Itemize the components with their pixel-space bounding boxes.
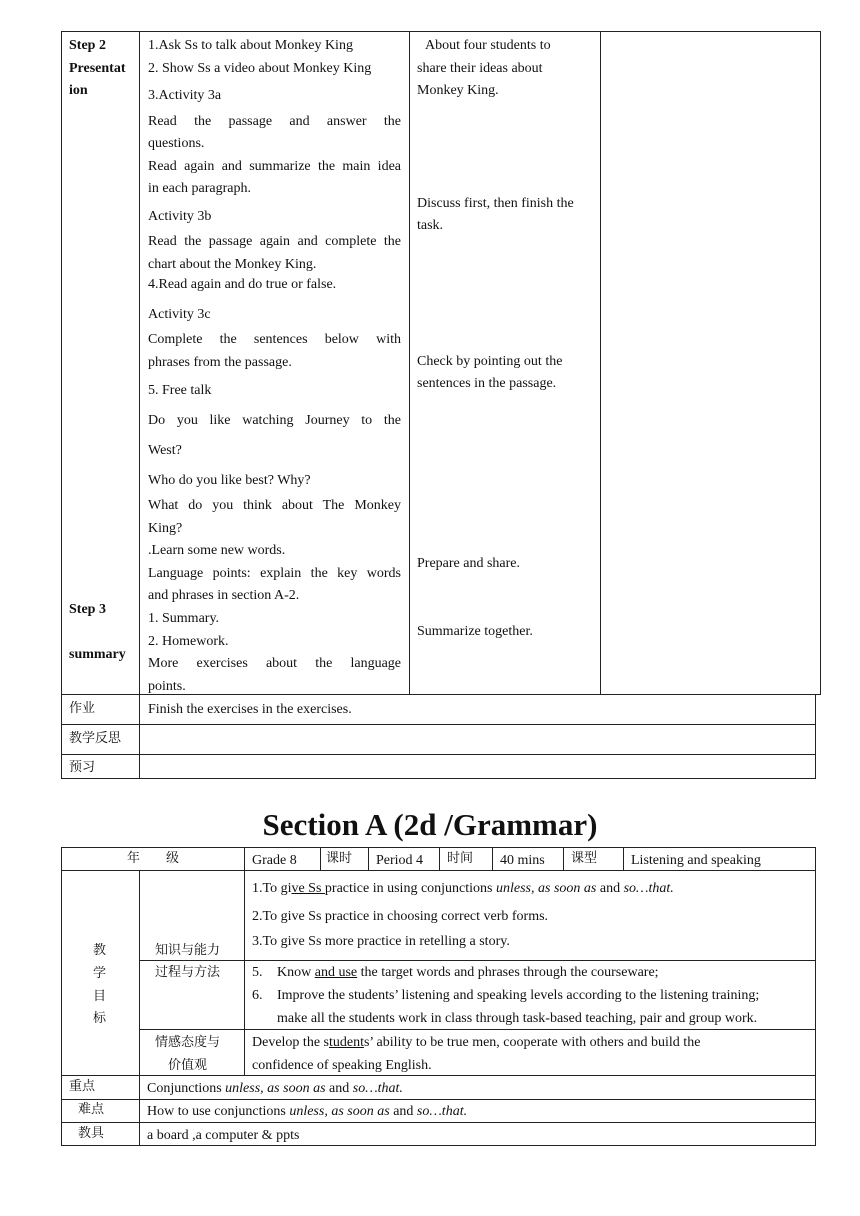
key-points-value: Conjunctions unless, as soon as and so…that.	[147, 1081, 403, 1096]
teacher-line: 2. Homework.	[148, 634, 229, 649]
key-points-label: 重点	[69, 1079, 96, 1094]
knowledge-objective-1: 1.To give Ss practice in using conjunctions unless, as soon as and so…that.	[252, 881, 674, 896]
section-title: Section A (2d /Grammar)	[262, 807, 598, 842]
teacher-line: What do you think about The Monkey	[148, 498, 401, 513]
process-objective-number: 6.	[252, 988, 263, 1003]
teacher-line: King?	[148, 521, 183, 536]
student-line: Prepare and share.	[417, 556, 521, 571]
preview-label: 预习	[69, 760, 96, 775]
teacher-line: 3.Activity 3a	[148, 88, 222, 103]
emotion-objective: Develop the students’ ability to be true men, cooperate with others and build the	[252, 1035, 701, 1050]
teacher-line: Who do you like best? Why?	[148, 473, 311, 488]
teacher-line: points.	[148, 679, 186, 694]
time-label: 时间	[447, 851, 474, 866]
type-label: 课型	[571, 851, 598, 866]
student-line: Discuss first, then finish the	[417, 196, 574, 211]
process-label: 过程与方法	[155, 965, 221, 980]
teacher-line: Activity 3b	[148, 209, 212, 224]
homework-label: 作业	[69, 701, 96, 716]
period-label: 课时	[326, 851, 353, 866]
teacher-line: 4.Read again and do true or false.	[148, 277, 337, 292]
teacher-line: in each paragraph.	[148, 181, 251, 196]
step3-label: Step 3	[69, 602, 106, 617]
tools-label: 教具	[78, 1126, 105, 1141]
knowledge-label: 知识与能力	[155, 943, 221, 958]
student-line: task.	[417, 218, 444, 233]
teacher-line: .Learn some new words.	[148, 543, 286, 558]
process-objective-5: Know and use the target words and phrases through the courseware;	[277, 965, 659, 980]
knowledge-objective-2: 2.To give Ss practice in choosing correct verb forms.	[252, 909, 549, 924]
teacher-line: More exercises about the language	[148, 656, 401, 671]
teacher-line: Language points: explain the key words	[148, 566, 401, 581]
teacher-line: Read the passage and answer the	[148, 114, 401, 129]
emotion-label-cont: 价值观	[168, 1058, 208, 1073]
teacher-line: 1. Summary.	[148, 611, 220, 626]
grade-value: Grade 8	[252, 853, 297, 868]
step2-label-cont: Presentat	[69, 61, 126, 76]
teacher-line: Read again and summarize the main idea	[148, 159, 401, 174]
teacher-line: Read the passage again and complete the	[148, 234, 401, 249]
teacher-line: 5. Free talk	[148, 383, 212, 398]
step2-label: Step 2	[69, 38, 106, 53]
process-objective-6-cont: make all the students work in class through task-based teaching, pair and group work.	[277, 1011, 758, 1026]
teacher-line: chart about the Monkey King.	[148, 257, 317, 272]
teacher-line: 2. Show Ss a video about Monkey King	[148, 61, 372, 76]
student-line: Monkey King.	[417, 83, 499, 98]
period-value: Period 4	[376, 853, 424, 868]
tools-value: a board ,a computer & ppts	[147, 1128, 300, 1143]
difficulties-label: 难点	[78, 1102, 105, 1117]
step3-summary-label: summary	[69, 647, 126, 662]
teacher-line: Activity 3c	[148, 307, 211, 322]
grade-label: 年 级	[126, 851, 179, 866]
teacher-line: West?	[148, 443, 182, 458]
student-line: Check by pointing out the	[417, 354, 563, 369]
student-line: share their ideas about	[417, 61, 543, 76]
difficulties-value: How to use conjunctions unless, as soon as and so…that.	[147, 1104, 468, 1119]
teacher-line: and phrases in section A-2.	[148, 588, 300, 603]
objectives-label-char: 教	[93, 943, 107, 958]
process-objective-6: Improve the students’ listening and speaking levels according to the listening training;	[277, 988, 760, 1003]
time-value: 40 mins	[500, 853, 545, 868]
emotion-objective-cont: confidence of speaking English.	[252, 1058, 432, 1073]
objectives-label-char: 目	[93, 989, 107, 1004]
objectives-label-char: 标	[93, 1011, 107, 1026]
reflection-label: 教学反思	[69, 731, 122, 746]
objectives-label-char: 学	[93, 966, 107, 981]
emotion-label: 情感态度与	[155, 1035, 221, 1050]
student-line: Summarize together.	[417, 624, 533, 639]
student-line: sentences in the passage.	[417, 376, 557, 391]
step2-label-cont: ion	[69, 83, 88, 98]
teacher-line: Complete the sentences below with	[148, 332, 401, 347]
knowledge-objective-3: 3.To give Ss more practice in retelling a story.	[252, 934, 510, 949]
process-objective-number: 5.	[252, 965, 263, 980]
teacher-line: questions.	[148, 136, 205, 151]
teacher-line: phrases from the passage.	[148, 355, 292, 370]
student-line: About four students to	[425, 38, 551, 53]
teacher-line: 1.Ask Ss to talk about Monkey King	[148, 38, 353, 53]
type-value: Listening and speaking	[631, 853, 761, 868]
homework-value: Finish the exercises in the exercises.	[148, 702, 352, 717]
teacher-line: Do you like watching Journey to the	[148, 413, 401, 428]
